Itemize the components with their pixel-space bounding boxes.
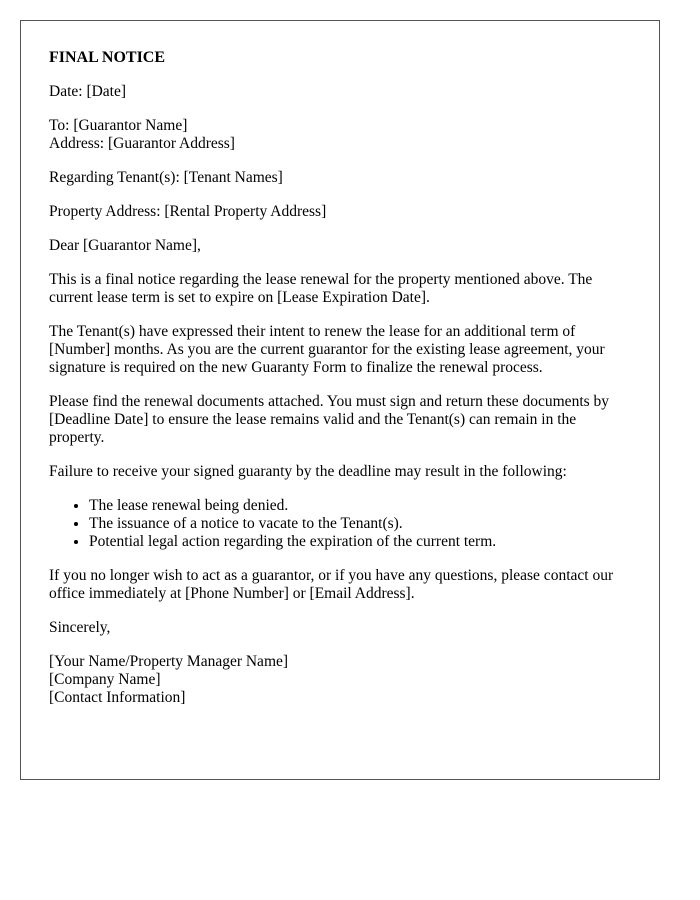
body-paragraph: Please find the renewal documents attached. You must sign and return these documents by [Deadline Date] to ensure the lease remains valid and the Tenant(s) can remain in the property. <box>49 393 610 446</box>
date-line: Date: [Date] <box>49 83 127 100</box>
signature-contact: [Contact Information] <box>49 689 186 706</box>
consequences-list <box>49 497 631 551</box>
property-address-line: Property Address: [Rental Property Address] <box>49 203 327 220</box>
body-paragraph: The Tenant(s) have expressed their intent to renew the lease for an additional term of [Number] months. As you are the current guarantor for the existing lease agreement, your signature is required on the new Guaranty Form to finalize the renewal process. <box>49 323 605 376</box>
body-paragraph: Failure to receive your signed guaranty by the deadline may result in the following: <box>49 463 567 480</box>
signature-name: [Your Name/Property Manager Name] <box>49 653 289 670</box>
notice-title: FINAL NOTICE <box>49 49 166 66</box>
list-item: • Potential legal action regarding the expiration of the current term. <box>89 533 631 551</box>
list-item: • The lease renewal being denied. <box>89 497 631 515</box>
recipient-block <box>49 117 631 153</box>
list-item: • The issuance of a notice to vacate to the Tenant(s). <box>89 515 631 533</box>
letter-page <box>20 20 660 780</box>
sign-off: Sincerely, <box>49 619 111 636</box>
body-paragraph: This is a final notice regarding the lease renewal for the property mentioned above. The current lease term is set to expire on [Lease Expiration Date]. <box>49 271 593 306</box>
signature-company: [Company Name] <box>49 671 161 688</box>
salutation: Dear [Guarantor Name], <box>49 237 201 254</box>
tenants-line: Regarding Tenant(s): [Tenant Names] <box>49 169 283 186</box>
signature-block <box>49 653 631 707</box>
closing-paragraph: If you no longer wish to act as a guarantor, or if you have any questions, please contact our office immediately at [Phone Number] or [Email Address]. <box>49 567 614 602</box>
recipient-address: Address: [Guarantor Address] <box>49 135 235 152</box>
recipient-name: To: [Guarantor Name] <box>49 117 188 134</box>
